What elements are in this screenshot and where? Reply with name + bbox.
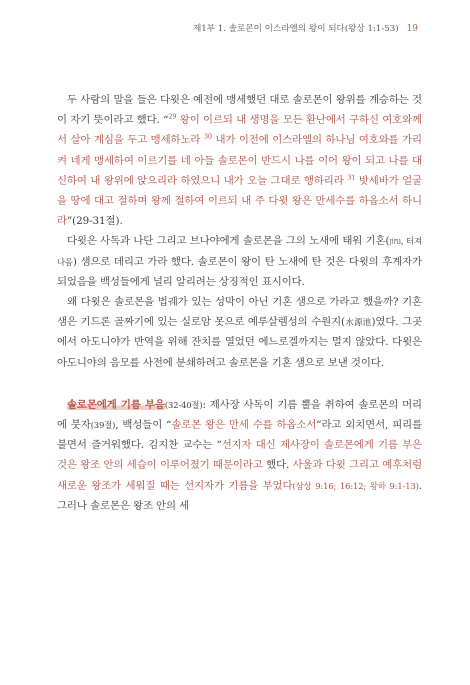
people-quote: 솔로몬 왕은 만세 수를 하옵소서 [171,419,317,432]
verse-31: 31 [347,173,356,182]
paragraph-2 [57,231,422,292]
hanja-term: 水源池 [344,317,372,328]
p3-text-b: )였다. 그곳에서 아도니야가 반역을 위해 잔치를 열었던 에느로겔까지는 멀지 않았다. 다윗은 아도니야의 음모를 사전에 분쇄하려고 솔로몬을 기혼 샘으로 보낸 것이다. [57,316,423,369]
p4-text-b: , 백성들이 “ [115,419,172,432]
verse-30: 30 [203,132,212,141]
paragraph-1 [57,90,422,231]
section-range: (32-40절) [164,399,203,410]
p1-quote-c: 내가 이전에 이스라엘의 하나님 여호와를 가리켜 네게 맹세하여 이르기를 네 아들 솔로몬이 반드시 나를 이어 왕이 되고 나를 대신하여 내 왕위에 앉으리라 하였으니 내가 오늘 그대로 행하리라 [57,134,422,187]
section-title: 솔로몬에게 기름 부음 [67,398,165,411]
scripture-quote [57,114,422,227]
p4-text-a: : 제사장 사독이 기름 뿔을 취하여 솔로몬의 머리에 붓자 [57,398,422,432]
hebrew-gloss: , 터져 나옴 [57,236,423,267]
page-number: 19 [406,24,418,34]
p4-text-d: 했다. [262,459,293,472]
body-text [57,90,422,516]
p1-quote-b: 왕이 이르되 내 생명을 모든 환난에서 구하신 여호와께서 살아 계심을 두고 맹세하노라 [57,114,422,147]
anointing-note: 사울과 다윗 그리고 예후처럼 새로운 왕조가 세워질 때는 선지자가 기름을 부었다 [57,459,423,492]
running-head [193,22,418,34]
p1-cite: ”(29-31절). [66,215,123,228]
p2-text-b: ) 샘으로 데리고 가라 했다. 솔로몬이 왕이 탄 노새에 탄 것은 다윗의 후계자가 되었음을 백성들에게 널리 알리려는 상징적인 표시이다. [57,255,422,288]
p4-text-e: . 그러나 솔로몬은 왕조 안의 세 [57,479,422,512]
p3-text-a: 왜 다윗은 솔로몬을 법궤가 있는 성막이 아닌 기혼 샘으로 가라고 했을까? 기혼 샘은 기드론 골짜기에 있는 실로암 못으로 예루살렘성의 수원지( [57,296,422,329]
running-title: 제1부 1. 솔로몬이 이스라엘의 왕이 되다(왕상 1:1-53) [192,24,399,34]
scripture-refs: (삼상 9:16; 16:12; 왕하 9:1-13) [292,480,419,491]
p4-text-c: ”라고 외치면서, 피리를 불면서 즐거워했다. 김지찬 교수는 “ [57,419,423,452]
p1-text-a: 두 사람의 말을 들은 다윗은 예전에 맹세했던 대로 솔로몬이 왕위를 계승하는 것이 자기 뜻이라고 했다. “ [57,94,422,127]
professor-quote: 선지자 대신 제사장이 솔로몬에게 기름 부은 것은 왕조 안의 세습이 이루어졌기 때문이라고 [57,439,422,472]
verse-ref-39: (39절) [90,420,116,431]
section-gap [57,373,422,395]
verse-29: 29 [168,112,177,121]
p2-text-a: 다윗은 사독과 나단 그리고 브나야에게 솔로몬을 그의 노새에 태워 기혼( [67,235,390,248]
paragraph-4 [57,395,422,516]
hebrew-term: גִּחוֹן [389,236,401,247]
p1-quote-d: 밧세바가 얼굴을 땅에 대고 절하며 왕께 절하여 이르되 내 주 다윗 왕은 만세수를 하옵소서 하니라 [57,174,422,228]
paragraph-3 [57,292,422,373]
